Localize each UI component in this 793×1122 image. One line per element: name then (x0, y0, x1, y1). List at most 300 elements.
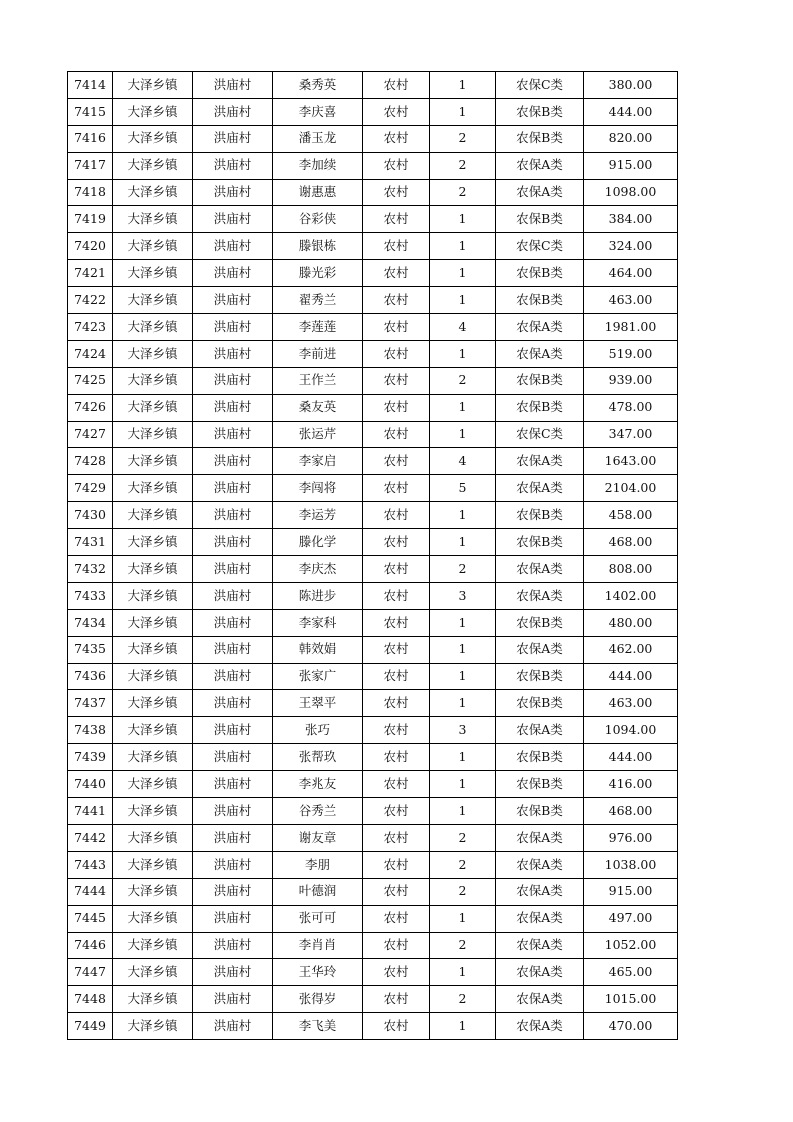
amount-cell: 444.00 (584, 98, 678, 125)
village-cell: 洪庙村 (193, 340, 273, 367)
name-cell: 李前进 (273, 340, 363, 367)
serial-number-cell: 7442 (68, 824, 113, 851)
table-row (68, 475, 678, 502)
table-row (68, 340, 678, 367)
area-type-cell: 农村 (363, 878, 430, 905)
insurance-category-cell: 农保B类 (496, 125, 584, 152)
table-row (68, 125, 678, 152)
household-size-cell: 1 (430, 529, 496, 556)
insurance-category-cell: 农保B类 (496, 394, 584, 421)
name-cell: 李庆杰 (273, 556, 363, 583)
township-cell: 大泽乡镇 (113, 609, 193, 636)
table-row (68, 986, 678, 1013)
table-row (68, 717, 678, 744)
name-cell: 陈进步 (273, 582, 363, 609)
amount-cell: 468.00 (584, 529, 678, 556)
household-size-cell: 1 (430, 340, 496, 367)
insurance-category-cell: 农保B类 (496, 98, 584, 125)
township-cell: 大泽乡镇 (113, 179, 193, 206)
insurance-category-cell: 农保A类 (496, 717, 584, 744)
household-size-cell: 4 (430, 314, 496, 341)
amount-cell: 915.00 (584, 152, 678, 179)
amount-cell: 939.00 (584, 367, 678, 394)
table-row (68, 798, 678, 825)
serial-number-cell: 7434 (68, 609, 113, 636)
area-type-cell: 农村 (363, 206, 430, 233)
amount-cell: 465.00 (584, 959, 678, 986)
household-size-cell: 1 (430, 609, 496, 636)
area-type-cell: 农村 (363, 851, 430, 878)
table-row (68, 663, 678, 690)
name-cell: 李肖肖 (273, 932, 363, 959)
name-cell: 李庆喜 (273, 98, 363, 125)
township-cell: 大泽乡镇 (113, 986, 193, 1013)
serial-number-cell: 7432 (68, 556, 113, 583)
village-cell: 洪庙村 (193, 98, 273, 125)
area-type-cell: 农村 (363, 125, 430, 152)
area-type-cell: 农村 (363, 824, 430, 851)
area-type-cell: 农村 (363, 152, 430, 179)
table-row (68, 98, 678, 125)
township-cell: 大泽乡镇 (113, 771, 193, 798)
name-cell: 谢惠惠 (273, 179, 363, 206)
amount-cell: 820.00 (584, 125, 678, 152)
name-cell: 张巧 (273, 717, 363, 744)
table-row (68, 851, 678, 878)
insurance-category-cell: 农保B类 (496, 367, 584, 394)
area-type-cell: 农村 (363, 340, 430, 367)
amount-cell: 1981.00 (584, 314, 678, 341)
household-size-cell: 2 (430, 878, 496, 905)
area-type-cell: 农村 (363, 959, 430, 986)
name-cell: 王作兰 (273, 367, 363, 394)
amount-cell: 463.00 (584, 287, 678, 314)
serial-number-cell: 7427 (68, 421, 113, 448)
insurance-category-cell: 农保B类 (496, 287, 584, 314)
name-cell: 李闯将 (273, 475, 363, 502)
name-cell: 张帮玖 (273, 744, 363, 771)
amount-cell: 462.00 (584, 636, 678, 663)
household-size-cell: 1 (430, 905, 496, 932)
area-type-cell: 农村 (363, 636, 430, 663)
name-cell: 李运芳 (273, 502, 363, 529)
amount-cell: 324.00 (584, 233, 678, 260)
area-type-cell: 农村 (363, 394, 430, 421)
household-size-cell: 1 (430, 233, 496, 260)
insurance-category-cell: 农保B类 (496, 798, 584, 825)
table-row (68, 744, 678, 771)
household-size-cell: 2 (430, 556, 496, 583)
amount-cell: 1038.00 (584, 851, 678, 878)
township-cell: 大泽乡镇 (113, 878, 193, 905)
amount-cell: 463.00 (584, 690, 678, 717)
village-cell: 洪庙村 (193, 663, 273, 690)
insurance-category-cell: 农保B类 (496, 529, 584, 556)
area-type-cell: 农村 (363, 905, 430, 932)
serial-number-cell: 7419 (68, 206, 113, 233)
area-type-cell: 农村 (363, 287, 430, 314)
township-cell: 大泽乡镇 (113, 475, 193, 502)
insurance-category-cell: 农保A类 (496, 905, 584, 932)
area-type-cell: 农村 (363, 663, 430, 690)
household-size-cell: 1 (430, 798, 496, 825)
serial-number-cell: 7421 (68, 260, 113, 287)
insurance-category-cell: 农保A类 (496, 582, 584, 609)
area-type-cell: 农村 (363, 1013, 430, 1040)
name-cell: 滕银栋 (273, 233, 363, 260)
subsidy-roster-table (67, 71, 678, 1040)
insurance-category-cell: 农保B类 (496, 663, 584, 690)
name-cell: 李朋 (273, 851, 363, 878)
amount-cell: 444.00 (584, 663, 678, 690)
area-type-cell: 农村 (363, 421, 430, 448)
household-size-cell: 1 (430, 690, 496, 717)
village-cell: 洪庙村 (193, 260, 273, 287)
amount-cell: 2104.00 (584, 475, 678, 502)
serial-number-cell: 7444 (68, 878, 113, 905)
household-size-cell: 2 (430, 152, 496, 179)
township-cell: 大泽乡镇 (113, 367, 193, 394)
table-row (68, 959, 678, 986)
insurance-category-cell: 农保A类 (496, 636, 584, 663)
township-cell: 大泽乡镇 (113, 287, 193, 314)
name-cell: 张运芹 (273, 421, 363, 448)
household-size-cell: 1 (430, 206, 496, 233)
insurance-category-cell: 农保A类 (496, 556, 584, 583)
township-cell: 大泽乡镇 (113, 717, 193, 744)
amount-cell: 458.00 (584, 502, 678, 529)
amount-cell: 416.00 (584, 771, 678, 798)
township-cell: 大泽乡镇 (113, 394, 193, 421)
township-cell: 大泽乡镇 (113, 582, 193, 609)
village-cell: 洪庙村 (193, 771, 273, 798)
village-cell: 洪庙村 (193, 636, 273, 663)
area-type-cell: 农村 (363, 72, 430, 99)
name-cell: 滕光彩 (273, 260, 363, 287)
insurance-category-cell: 农保A类 (496, 851, 584, 878)
name-cell: 李飞美 (273, 1013, 363, 1040)
area-type-cell: 农村 (363, 448, 430, 475)
amount-cell: 808.00 (584, 556, 678, 583)
amount-cell: 1098.00 (584, 179, 678, 206)
amount-cell: 444.00 (584, 744, 678, 771)
serial-number-cell: 7437 (68, 690, 113, 717)
insurance-category-cell: 农保B类 (496, 260, 584, 287)
name-cell: 张家广 (273, 663, 363, 690)
serial-number-cell: 7417 (68, 152, 113, 179)
village-cell: 洪庙村 (193, 690, 273, 717)
area-type-cell: 农村 (363, 529, 430, 556)
amount-cell: 519.00 (584, 340, 678, 367)
name-cell: 王翠平 (273, 690, 363, 717)
village-cell: 洪庙村 (193, 206, 273, 233)
name-cell: 李家科 (273, 609, 363, 636)
insurance-category-cell: 农保A类 (496, 448, 584, 475)
amount-cell: 976.00 (584, 824, 678, 851)
table-row (68, 690, 678, 717)
insurance-category-cell: 农保B类 (496, 744, 584, 771)
village-cell: 洪庙村 (193, 959, 273, 986)
serial-number-cell: 7425 (68, 367, 113, 394)
village-cell: 洪庙村 (193, 529, 273, 556)
table-row (68, 152, 678, 179)
household-size-cell: 1 (430, 636, 496, 663)
serial-number-cell: 7431 (68, 529, 113, 556)
township-cell: 大泽乡镇 (113, 421, 193, 448)
serial-number-cell: 7422 (68, 287, 113, 314)
village-cell: 洪庙村 (193, 582, 273, 609)
serial-number-cell: 7441 (68, 798, 113, 825)
village-cell: 洪庙村 (193, 1013, 273, 1040)
township-cell: 大泽乡镇 (113, 798, 193, 825)
amount-cell: 1094.00 (584, 717, 678, 744)
area-type-cell: 农村 (363, 798, 430, 825)
table-row (68, 287, 678, 314)
serial-number-cell: 7420 (68, 233, 113, 260)
table-row (68, 609, 678, 636)
insurance-category-cell: 农保A类 (496, 314, 584, 341)
area-type-cell: 农村 (363, 179, 430, 206)
village-cell: 洪庙村 (193, 556, 273, 583)
amount-cell: 497.00 (584, 905, 678, 932)
household-size-cell: 1 (430, 260, 496, 287)
insurance-category-cell: 农保A类 (496, 959, 584, 986)
township-cell: 大泽乡镇 (113, 690, 193, 717)
table-row (68, 1013, 678, 1040)
table-row (68, 529, 678, 556)
table-row (68, 179, 678, 206)
amount-cell: 480.00 (584, 609, 678, 636)
serial-number-cell: 7423 (68, 314, 113, 341)
name-cell: 翟秀兰 (273, 287, 363, 314)
table-row (68, 878, 678, 905)
township-cell: 大泽乡镇 (113, 448, 193, 475)
roster-body (68, 72, 678, 1040)
name-cell: 李加续 (273, 152, 363, 179)
township-cell: 大泽乡镇 (113, 529, 193, 556)
name-cell: 李莲莲 (273, 314, 363, 341)
insurance-category-cell: 农保A类 (496, 152, 584, 179)
township-cell: 大泽乡镇 (113, 1013, 193, 1040)
name-cell: 张得岁 (273, 986, 363, 1013)
table-row (68, 72, 678, 99)
village-cell: 洪庙村 (193, 125, 273, 152)
village-cell: 洪庙村 (193, 609, 273, 636)
name-cell: 李兆友 (273, 771, 363, 798)
name-cell: 谢友章 (273, 824, 363, 851)
area-type-cell: 农村 (363, 582, 430, 609)
insurance-category-cell: 农保A类 (496, 878, 584, 905)
table-row (68, 771, 678, 798)
household-size-cell: 2 (430, 851, 496, 878)
area-type-cell: 农村 (363, 233, 430, 260)
amount-cell: 1643.00 (584, 448, 678, 475)
area-type-cell: 农村 (363, 556, 430, 583)
village-cell: 洪庙村 (193, 152, 273, 179)
serial-number-cell: 7438 (68, 717, 113, 744)
serial-number-cell: 7447 (68, 959, 113, 986)
household-size-cell: 1 (430, 287, 496, 314)
name-cell: 滕化学 (273, 529, 363, 556)
name-cell: 谷彩侠 (273, 206, 363, 233)
amount-cell: 1052.00 (584, 932, 678, 959)
area-type-cell: 农村 (363, 986, 430, 1013)
name-cell: 桑秀英 (273, 72, 363, 99)
village-cell: 洪庙村 (193, 421, 273, 448)
household-size-cell: 2 (430, 367, 496, 394)
insurance-category-cell: 农保A类 (496, 1013, 584, 1040)
village-cell: 洪庙村 (193, 824, 273, 851)
name-cell: 谷秀兰 (273, 798, 363, 825)
household-size-cell: 1 (430, 421, 496, 448)
household-size-cell: 1 (430, 72, 496, 99)
name-cell: 桑友英 (273, 394, 363, 421)
name-cell: 李家启 (273, 448, 363, 475)
amount-cell: 1402.00 (584, 582, 678, 609)
table-row (68, 314, 678, 341)
name-cell: 韩效娟 (273, 636, 363, 663)
household-size-cell: 1 (430, 771, 496, 798)
household-size-cell: 1 (430, 959, 496, 986)
household-size-cell: 3 (430, 582, 496, 609)
area-type-cell: 农村 (363, 98, 430, 125)
area-type-cell: 农村 (363, 744, 430, 771)
township-cell: 大泽乡镇 (113, 556, 193, 583)
serial-number-cell: 7436 (68, 663, 113, 690)
amount-cell: 470.00 (584, 1013, 678, 1040)
insurance-category-cell: 农保A类 (496, 932, 584, 959)
table-row (68, 824, 678, 851)
insurance-category-cell: 农保A类 (496, 475, 584, 502)
amount-cell: 380.00 (584, 72, 678, 99)
township-cell: 大泽乡镇 (113, 851, 193, 878)
insurance-category-cell: 农保A类 (496, 824, 584, 851)
village-cell: 洪庙村 (193, 851, 273, 878)
village-cell: 洪庙村 (193, 179, 273, 206)
table-row (68, 582, 678, 609)
insurance-category-cell: 农保B类 (496, 502, 584, 529)
serial-number-cell: 7440 (68, 771, 113, 798)
table-row (68, 636, 678, 663)
household-size-cell: 1 (430, 394, 496, 421)
serial-number-cell: 7435 (68, 636, 113, 663)
serial-number-cell: 7416 (68, 125, 113, 152)
serial-number-cell: 7429 (68, 475, 113, 502)
township-cell: 大泽乡镇 (113, 233, 193, 260)
household-size-cell: 1 (430, 1013, 496, 1040)
village-cell: 洪庙村 (193, 367, 273, 394)
name-cell: 叶德润 (273, 878, 363, 905)
area-type-cell: 农村 (363, 502, 430, 529)
area-type-cell: 农村 (363, 690, 430, 717)
amount-cell: 478.00 (584, 394, 678, 421)
table-row (68, 260, 678, 287)
household-size-cell: 4 (430, 448, 496, 475)
serial-number-cell: 7446 (68, 932, 113, 959)
household-size-cell: 3 (430, 717, 496, 744)
township-cell: 大泽乡镇 (113, 98, 193, 125)
insurance-category-cell: 农保A类 (496, 179, 584, 206)
township-cell: 大泽乡镇 (113, 314, 193, 341)
village-cell: 洪庙村 (193, 744, 273, 771)
household-size-cell: 2 (430, 986, 496, 1013)
serial-number-cell: 7439 (68, 744, 113, 771)
name-cell: 张可可 (273, 905, 363, 932)
name-cell: 潘玉龙 (273, 125, 363, 152)
township-cell: 大泽乡镇 (113, 744, 193, 771)
table-row (68, 394, 678, 421)
township-cell: 大泽乡镇 (113, 663, 193, 690)
area-type-cell: 农村 (363, 771, 430, 798)
township-cell: 大泽乡镇 (113, 636, 193, 663)
village-cell: 洪庙村 (193, 502, 273, 529)
village-cell: 洪庙村 (193, 233, 273, 260)
township-cell: 大泽乡镇 (113, 206, 193, 233)
insurance-category-cell: 农保B类 (496, 206, 584, 233)
village-cell: 洪庙村 (193, 72, 273, 99)
insurance-category-cell: 农保C类 (496, 233, 584, 260)
serial-number-cell: 7414 (68, 72, 113, 99)
township-cell: 大泽乡镇 (113, 72, 193, 99)
insurance-category-cell: 农保C类 (496, 421, 584, 448)
serial-number-cell: 7428 (68, 448, 113, 475)
township-cell: 大泽乡镇 (113, 824, 193, 851)
household-size-cell: 2 (430, 125, 496, 152)
serial-number-cell: 7433 (68, 582, 113, 609)
table-row (68, 905, 678, 932)
table-row (68, 448, 678, 475)
household-size-cell: 5 (430, 475, 496, 502)
township-cell: 大泽乡镇 (113, 502, 193, 529)
serial-number-cell: 7443 (68, 851, 113, 878)
township-cell: 大泽乡镇 (113, 125, 193, 152)
amount-cell: 1015.00 (584, 986, 678, 1013)
village-cell: 洪庙村 (193, 314, 273, 341)
area-type-cell: 农村 (363, 314, 430, 341)
household-size-cell: 1 (430, 98, 496, 125)
village-cell: 洪庙村 (193, 287, 273, 314)
township-cell: 大泽乡镇 (113, 932, 193, 959)
township-cell: 大泽乡镇 (113, 905, 193, 932)
household-size-cell: 2 (430, 179, 496, 206)
area-type-cell: 农村 (363, 260, 430, 287)
household-size-cell: 1 (430, 502, 496, 529)
village-cell: 洪庙村 (193, 475, 273, 502)
serial-number-cell: 7448 (68, 986, 113, 1013)
area-type-cell: 农村 (363, 609, 430, 636)
serial-number-cell: 7426 (68, 394, 113, 421)
village-cell: 洪庙村 (193, 878, 273, 905)
insurance-category-cell: 农保A类 (496, 340, 584, 367)
insurance-category-cell: 农保A类 (496, 986, 584, 1013)
household-size-cell: 2 (430, 824, 496, 851)
village-cell: 洪庙村 (193, 394, 273, 421)
household-size-cell: 2 (430, 932, 496, 959)
area-type-cell: 农村 (363, 932, 430, 959)
township-cell: 大泽乡镇 (113, 959, 193, 986)
village-cell: 洪庙村 (193, 717, 273, 744)
serial-number-cell: 7430 (68, 502, 113, 529)
amount-cell: 384.00 (584, 206, 678, 233)
amount-cell: 464.00 (584, 260, 678, 287)
area-type-cell: 农村 (363, 367, 430, 394)
village-cell: 洪庙村 (193, 932, 273, 959)
township-cell: 大泽乡镇 (113, 152, 193, 179)
village-cell: 洪庙村 (193, 798, 273, 825)
name-cell: 王华玲 (273, 959, 363, 986)
area-type-cell: 农村 (363, 717, 430, 744)
table-row (68, 421, 678, 448)
